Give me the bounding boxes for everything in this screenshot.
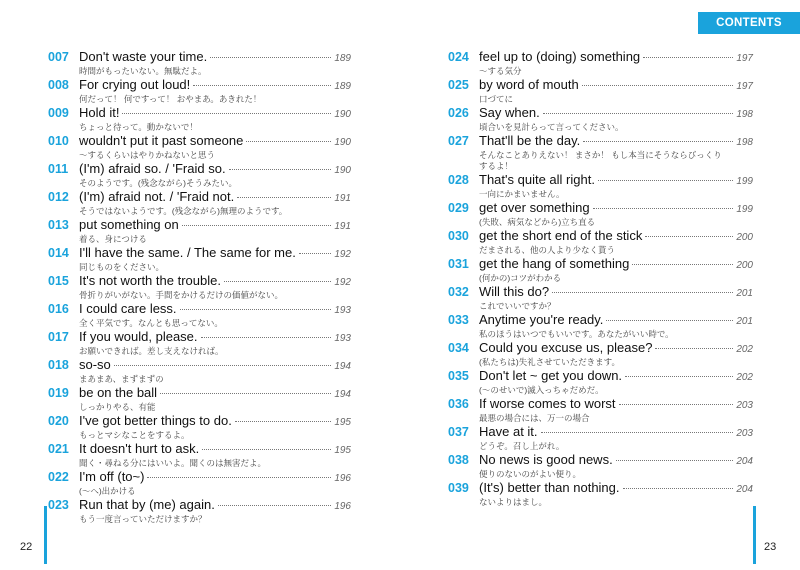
entry-translation: これでいいですか？ bbox=[479, 301, 556, 311]
entry-number: 014 bbox=[48, 246, 69, 260]
entry-page-number: 192 bbox=[334, 277, 351, 288]
entry-page-number: 198 bbox=[736, 109, 753, 120]
entry-phrase: That's quite all right. bbox=[479, 172, 595, 187]
entry-phrase: Don't let ~ get you down. bbox=[479, 368, 623, 383]
contents-entry[interactable] bbox=[448, 256, 753, 284]
dot-leader bbox=[632, 264, 733, 265]
entry-translation: 便りのないのがよい便り。 bbox=[479, 469, 582, 479]
entry-page-number: 193 bbox=[334, 305, 351, 316]
entry-phrase: It doesn't hurt to ask. bbox=[79, 441, 200, 456]
entry-phrase: Run that by (me) again. bbox=[79, 497, 215, 512]
entry-number: 035 bbox=[448, 369, 469, 383]
right-page-marker bbox=[753, 506, 756, 564]
entry-phrase: (It's) better than nothing. bbox=[479, 480, 620, 495]
dot-leader bbox=[235, 421, 332, 422]
entry-phrase: be on the ball bbox=[79, 385, 158, 400]
entry-phrase: wouldn't put it past someone bbox=[79, 133, 244, 148]
entry-page-number: 190 bbox=[334, 109, 351, 120]
dot-leader bbox=[623, 488, 734, 489]
contents-entry[interactable] bbox=[48, 77, 351, 105]
entry-number: 021 bbox=[48, 442, 69, 456]
entry-phrase: (I'm) afraid so. / 'Fraid so. bbox=[79, 161, 226, 176]
dot-leader bbox=[224, 281, 331, 282]
entry-page-number: 193 bbox=[334, 333, 351, 344]
contents-entry[interactable] bbox=[448, 396, 753, 424]
dot-leader bbox=[619, 404, 734, 405]
contents-entry[interactable] bbox=[448, 133, 753, 172]
entry-phrase: Have at it. bbox=[479, 424, 538, 439]
contents-entry[interactable] bbox=[48, 273, 351, 301]
entry-page-number: 197 bbox=[736, 53, 753, 64]
entry-number: 024 bbox=[448, 50, 469, 64]
entry-page-number: 191 bbox=[334, 193, 351, 204]
entry-translation: 一向にかまいません。 bbox=[479, 189, 565, 199]
entry-phrase: feel up to (doing) something bbox=[479, 49, 641, 64]
right-page-number: 23 bbox=[764, 541, 777, 553]
entry-number: 026 bbox=[448, 106, 469, 120]
dot-leader bbox=[616, 460, 734, 461]
dot-leader bbox=[541, 432, 734, 433]
entry-page-number: 199 bbox=[736, 204, 753, 215]
entry-number: 033 bbox=[448, 313, 469, 327]
dot-leader bbox=[299, 253, 331, 254]
contents-entry[interactable] bbox=[48, 49, 351, 77]
entry-translation: 口づてに bbox=[479, 94, 514, 104]
dot-leader bbox=[606, 320, 733, 321]
entry-number: 013 bbox=[48, 218, 69, 232]
dot-leader bbox=[582, 85, 734, 86]
entry-page-number: 195 bbox=[334, 445, 351, 456]
entry-number: 037 bbox=[448, 425, 469, 439]
entry-page-number: 189 bbox=[334, 81, 351, 92]
left-contents-column bbox=[48, 49, 351, 525]
entry-number: 032 bbox=[448, 285, 469, 299]
entry-number: 011 bbox=[48, 162, 69, 176]
dot-leader bbox=[160, 393, 331, 394]
entry-page-number: 200 bbox=[736, 232, 753, 243]
entry-page-number: 197 bbox=[736, 81, 753, 92]
entry-page-number: 196 bbox=[334, 501, 351, 512]
entry-number: 034 bbox=[448, 341, 469, 355]
entry-phrase: For crying out loud! bbox=[79, 77, 191, 92]
left-page-marker bbox=[44, 506, 47, 564]
entry-number: 023 bbox=[48, 498, 69, 512]
dot-leader bbox=[180, 309, 332, 310]
entry-page-number: 201 bbox=[736, 316, 753, 327]
dot-leader bbox=[625, 376, 733, 377]
contents-entry[interactable] bbox=[48, 189, 351, 217]
dot-leader bbox=[193, 85, 331, 86]
dot-leader bbox=[201, 337, 332, 338]
entry-phrase: get over something bbox=[479, 200, 590, 215]
entry-translation: 私のほうはいつでもいいです。あなたがいい時で。 bbox=[479, 329, 674, 339]
entry-translation: そのようです。(残念ながら)そうみたい。 bbox=[79, 178, 237, 188]
entry-page-number: 194 bbox=[334, 389, 351, 400]
dot-leader bbox=[122, 113, 331, 114]
contents-entry[interactable] bbox=[48, 245, 351, 273]
dot-leader bbox=[643, 57, 733, 58]
contents-entry[interactable] bbox=[448, 424, 753, 452]
entry-translation: そうではないようです。(残念ながら)無理のようです。 bbox=[79, 206, 288, 216]
entry-phrase: Hold it! bbox=[79, 105, 120, 120]
entry-phrase: Say when. bbox=[479, 105, 540, 120]
entry-page-number: 194 bbox=[334, 361, 351, 372]
entry-translation: 最悪の場合には、万一の場合 bbox=[479, 413, 590, 423]
contents-entry[interactable] bbox=[448, 452, 753, 480]
contents-entry[interactable] bbox=[448, 340, 753, 368]
contents-entry[interactable] bbox=[448, 228, 753, 256]
entry-page-number: 189 bbox=[334, 53, 351, 64]
contents-entry[interactable] bbox=[48, 161, 351, 189]
dot-leader bbox=[543, 113, 734, 114]
entry-translation: 着る、身につける bbox=[79, 234, 147, 244]
entry-page-number: 204 bbox=[736, 484, 753, 495]
entry-translation: お願いできれば。差し支えなければ。 bbox=[79, 346, 224, 356]
entry-translation: しっかりやる、有能 bbox=[79, 402, 156, 412]
dot-leader bbox=[593, 208, 734, 209]
contents-entry[interactable] bbox=[448, 312, 753, 340]
entry-phrase: I could care less. bbox=[79, 301, 177, 316]
entry-page-number: 202 bbox=[736, 372, 753, 383]
entry-phrase: Anytime you're ready. bbox=[479, 312, 604, 327]
entry-translation-continued: するよ！ bbox=[479, 161, 514, 171]
contents-entry[interactable] bbox=[448, 49, 753, 77]
entry-phrase: put something on bbox=[79, 217, 179, 232]
entry-number: 022 bbox=[48, 470, 69, 484]
entry-page-number: 198 bbox=[736, 137, 753, 148]
contents-entry[interactable] bbox=[48, 469, 351, 497]
entry-number: 019 bbox=[48, 386, 69, 400]
entry-phrase: I'll have the same. / The same for me. bbox=[79, 245, 296, 260]
dot-leader bbox=[147, 477, 331, 478]
contents-entry[interactable] bbox=[448, 480, 753, 508]
entry-page-number: 190 bbox=[334, 137, 351, 148]
dot-leader bbox=[182, 225, 332, 226]
entry-translation: まあまあ、まずまずの bbox=[79, 374, 164, 384]
entry-translation: (何かの)コツがわかる bbox=[479, 273, 562, 283]
entry-page-number: 203 bbox=[736, 428, 753, 439]
contents-entry[interactable] bbox=[48, 329, 351, 357]
entry-number: 038 bbox=[448, 453, 469, 467]
entry-translation: ～するくらいはやりかねないと思う bbox=[79, 150, 216, 160]
entry-number: 031 bbox=[448, 257, 469, 271]
dot-leader bbox=[552, 292, 733, 293]
entry-translation: 聞く・尋ねる分にはいいよ。聞くのは無害だよ。 bbox=[79, 458, 267, 468]
contents-entry[interactable] bbox=[448, 77, 753, 105]
entry-phrase: Could you excuse us, please? bbox=[479, 340, 653, 355]
entry-number: 010 bbox=[48, 134, 69, 148]
entry-translation: (〜へ)出かける bbox=[79, 486, 136, 496]
entry-number: 017 bbox=[48, 330, 69, 344]
entry-phrase: get the hang of something bbox=[479, 256, 630, 271]
entry-phrase: I've got better things to do. bbox=[79, 413, 232, 428]
entry-number: 009 bbox=[48, 106, 69, 120]
dot-leader bbox=[202, 449, 331, 450]
contents-entry[interactable] bbox=[48, 385, 351, 413]
contents-entry[interactable] bbox=[48, 441, 351, 469]
entry-translation: もう一度言っていただけますか？ bbox=[79, 514, 207, 524]
entry-number: 016 bbox=[48, 302, 69, 316]
entry-phrase: If worse comes to worst bbox=[479, 396, 616, 411]
entry-number: 015 bbox=[48, 274, 69, 288]
contents-entry[interactable] bbox=[48, 105, 351, 133]
entry-number: 036 bbox=[448, 397, 469, 411]
entry-phrase: It's not worth the trouble. bbox=[79, 273, 221, 288]
entry-phrase: get the short end of the stick bbox=[479, 228, 643, 243]
dot-leader bbox=[218, 505, 331, 506]
contents-entry[interactable] bbox=[48, 217, 351, 245]
entry-number: 030 bbox=[448, 229, 469, 243]
entry-translation: 〜する気分 bbox=[479, 66, 522, 76]
entry-translation: (〜のせいで)滅入っちゃだめだ。 bbox=[479, 385, 604, 395]
entry-number: 018 bbox=[48, 358, 69, 372]
right-contents-column bbox=[448, 49, 753, 508]
contents-entry[interactable] bbox=[48, 301, 351, 329]
entry-translation: そんなことありえない！ まさか！ もし本当にそうならびっくり bbox=[479, 150, 722, 160]
entry-phrase: by word of mouth bbox=[479, 77, 579, 92]
entry-phrase: If you would, please. bbox=[79, 329, 198, 344]
entry-number: 027 bbox=[448, 134, 469, 148]
entry-page-number: 190 bbox=[334, 165, 351, 176]
entry-number: 028 bbox=[448, 173, 469, 187]
entry-translation: (失敗、病気などから)立ち直る bbox=[479, 217, 596, 227]
contents-entry[interactable] bbox=[448, 105, 753, 133]
contents-entry[interactable] bbox=[448, 200, 753, 228]
entry-translation: 全く平気です。なんとも思ってない。 bbox=[79, 318, 223, 328]
entry-phrase: Will this do? bbox=[479, 284, 550, 299]
entry-number: 025 bbox=[448, 78, 469, 92]
dot-leader bbox=[598, 180, 733, 181]
dot-leader bbox=[583, 141, 733, 142]
entry-translation: 骨折りがいがない。手間をかけるだけの価値がない。 bbox=[79, 290, 284, 300]
dot-leader bbox=[246, 141, 331, 142]
dot-leader bbox=[655, 348, 733, 349]
dot-leader bbox=[114, 365, 332, 366]
dot-leader bbox=[229, 169, 332, 170]
entry-page-number: 196 bbox=[334, 473, 351, 484]
entry-number: 029 bbox=[448, 201, 469, 215]
entry-translation: どうぞ。召し上がれ。 bbox=[479, 441, 565, 451]
entry-translation: だまされる、他の人より少なく貰う bbox=[479, 245, 616, 255]
contents-entry[interactable] bbox=[48, 133, 351, 161]
entry-translation: 何だって！ 何ですって！ おやまあ。あきれた！ bbox=[79, 94, 262, 104]
entry-phrase: No news is good news. bbox=[479, 452, 613, 467]
entry-number: 012 bbox=[48, 190, 69, 204]
entry-page-number: 192 bbox=[334, 249, 351, 260]
entry-page-number: 201 bbox=[736, 288, 753, 299]
entry-page-number: 203 bbox=[736, 400, 753, 411]
entry-phrase: (I'm) afraid not. / 'Fraid not. bbox=[79, 189, 235, 204]
dot-leader bbox=[210, 57, 331, 58]
contents-entry[interactable] bbox=[448, 284, 753, 312]
entry-page-number: 195 bbox=[334, 417, 351, 428]
contents-tab: CONTENTS bbox=[698, 12, 800, 34]
entry-translation: 同じものをください。 bbox=[79, 262, 165, 272]
contents-entry[interactable] bbox=[448, 368, 753, 396]
contents-entry[interactable] bbox=[48, 413, 351, 441]
entry-number: 008 bbox=[48, 78, 69, 92]
entry-page-number: 191 bbox=[334, 221, 351, 232]
dot-leader bbox=[645, 236, 733, 237]
entry-page-number: 204 bbox=[736, 456, 753, 467]
entry-page-number: 199 bbox=[736, 176, 753, 187]
entry-phrase: so-so bbox=[79, 357, 111, 372]
contents-entry[interactable] bbox=[48, 497, 351, 525]
entry-translation: ちょっと待って。動かないで！ bbox=[79, 122, 198, 132]
entry-page-number: 200 bbox=[736, 260, 753, 271]
entry-translation: (私たちは)失礼させていただきます。 bbox=[479, 357, 620, 367]
left-page-number: 22 bbox=[20, 541, 33, 553]
entry-page-number: 202 bbox=[736, 344, 753, 355]
entry-number: 020 bbox=[48, 414, 69, 428]
entry-translation: 時間がもったいない。無駄だよ。 bbox=[79, 66, 207, 76]
entry-number: 007 bbox=[48, 50, 69, 64]
entry-translation: ないよりはまし。 bbox=[479, 497, 548, 507]
dot-leader bbox=[237, 197, 331, 198]
entry-translation: 頃合いを見計らって言ってください。 bbox=[479, 122, 624, 132]
contents-entry[interactable] bbox=[448, 172, 753, 200]
entry-phrase: Don't waste your time. bbox=[79, 49, 208, 64]
entry-phrase: That'll be the day. bbox=[479, 133, 581, 148]
entry-number: 039 bbox=[448, 481, 469, 495]
contents-entry[interactable] bbox=[48, 357, 351, 385]
entry-phrase: I'm off (to~) bbox=[79, 469, 145, 484]
entry-translation: もっとマシなことをするよ。 bbox=[79, 430, 190, 440]
